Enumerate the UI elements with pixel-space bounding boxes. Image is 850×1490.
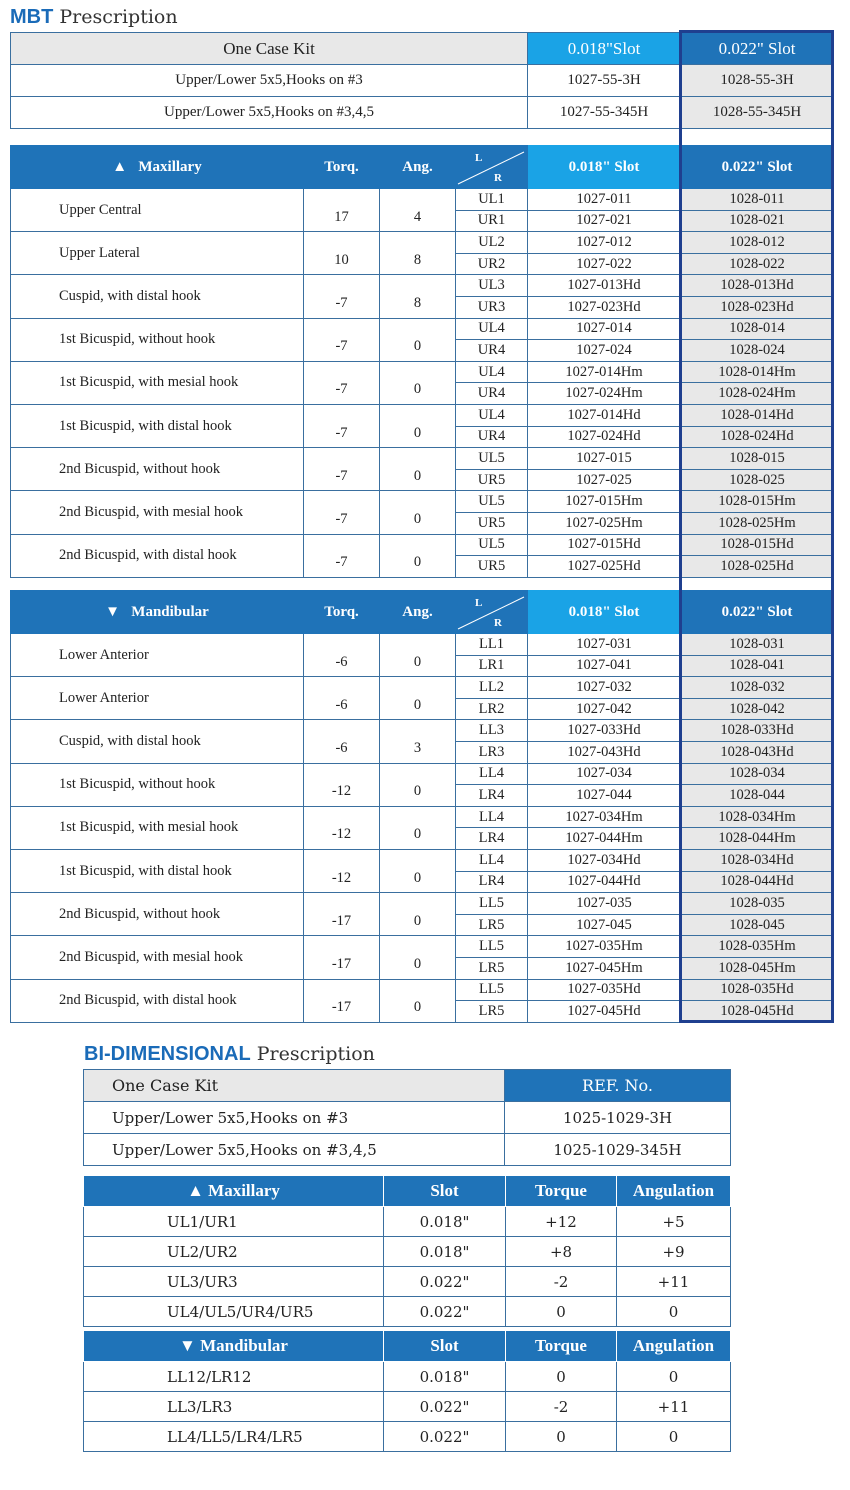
tooth-row <box>11 893 834 915</box>
mbt-title-rest: Prescription <box>53 6 178 28</box>
ref-022: 1028-024Hd <box>681 426 834 448</box>
ref-018: 1027-034 <box>528 763 681 785</box>
angulation-value: 0 <box>380 361 456 404</box>
tooth-code: UL5 <box>456 448 528 470</box>
torque-value: -17 <box>304 893 380 936</box>
torque-value: -7 <box>304 361 380 404</box>
tooth-row <box>11 404 834 426</box>
ref-022: 1028-021 <box>681 210 834 232</box>
bi-row <box>84 1237 731 1267</box>
tooth-row <box>11 763 834 785</box>
ref-018: 1027-024Hm <box>528 383 681 405</box>
bi-slot-header: Slot <box>384 1176 506 1207</box>
tooth-code: LR5 <box>456 957 528 979</box>
tooth-name: 1st Bicuspid, with distal hook <box>11 849 304 892</box>
ref-018: 1027-025 <box>528 469 681 491</box>
ref-022: 1028-015Hd <box>681 534 834 556</box>
bi-maxillary-header-label: ▲ Maxillary <box>84 1176 384 1207</box>
bi-torque-value: 0 <box>506 1422 617 1452</box>
ref-022: 1028-011 <box>681 189 834 211</box>
bi-maxillary-header-row <box>84 1176 731 1207</box>
mbt-kit-row-name: Upper/Lower 5x5,Hooks on #3 <box>11 65 528 97</box>
ref-018: 1027-044 <box>528 785 681 807</box>
bi-slot-value: 0.018" <box>384 1237 506 1267</box>
bi-title <box>84 1041 375 1066</box>
angulation-value: 0 <box>380 936 456 979</box>
bi-angulation-value: +11 <box>617 1392 731 1422</box>
ang-header: Ang. <box>380 591 456 634</box>
torque-value: -6 <box>304 634 380 677</box>
tooth-code: LL5 <box>456 893 528 915</box>
mbt-kit-row-018: 1027-55-3H <box>528 65 681 97</box>
bi-row <box>84 1422 731 1452</box>
slot-018-header: 0.018" Slot <box>528 591 681 634</box>
tooth-row <box>11 534 834 556</box>
lr-header-l: L <box>475 597 483 609</box>
tooth-name: 2nd Bicuspid, without hook <box>11 893 304 936</box>
ref-022: 1028-045Hm <box>681 957 834 979</box>
tooth-code: UR4 <box>456 383 528 405</box>
mbt-kit-row <box>11 97 834 129</box>
bi-angulation-value: +11 <box>617 1267 731 1297</box>
ref-018: 1027-013Hd <box>528 275 681 297</box>
ref-022: 1028-025 <box>681 469 834 491</box>
bi-row <box>84 1297 731 1327</box>
angulation-value: 0 <box>380 318 456 361</box>
bi-kit-table <box>83 1069 731 1166</box>
ref-018: 1027-045 <box>528 914 681 936</box>
tooth-name: 2nd Bicuspid, with mesial hook <box>11 936 304 979</box>
tooth-code: UL3 <box>456 275 528 297</box>
ref-018: 1027-014 <box>528 318 681 340</box>
torque-value: -7 <box>304 534 380 577</box>
bi-torque-value: +12 <box>506 1207 617 1237</box>
bi-angulation-value: 0 <box>617 1297 731 1327</box>
ref-018: 1027-015 <box>528 448 681 470</box>
ref-022: 1028-025Hd <box>681 556 834 578</box>
tooth-code: LR4 <box>456 871 528 893</box>
tooth-code: LR1 <box>456 655 528 677</box>
ref-018: 1027-041 <box>528 655 681 677</box>
angulation-value: 0 <box>380 677 456 720</box>
bi-kit-row-name: Upper/Lower 5x5,Hooks on #3,4,5 <box>84 1134 505 1166</box>
angulation-value: 3 <box>380 720 456 763</box>
tooth-code: UL5 <box>456 534 528 556</box>
tooth-code: UR4 <box>456 340 528 362</box>
mbt-title-brand: MBT <box>10 6 54 28</box>
tooth-name: Upper Central <box>11 189 304 232</box>
mbt-mandibular-table <box>10 590 834 1023</box>
mandibular-header-label: Mandibular <box>131 603 209 620</box>
ref-018: 1027-033Hd <box>528 720 681 742</box>
ref-018: 1027-044Hm <box>528 828 681 850</box>
torque-value: -6 <box>304 677 380 720</box>
ref-018: 1027-032 <box>528 677 681 699</box>
bi-slot-value: 0.022" <box>384 1422 506 1452</box>
bi-tooth-group: UL1/UR1 <box>84 1207 384 1237</box>
lr-header-l: L <box>475 152 483 164</box>
tooth-name: Lower Anterior <box>11 677 304 720</box>
tooth-name: 2nd Bicuspid, with distal hook <box>11 534 304 577</box>
ref-018: 1027-014Hm <box>528 361 681 383</box>
diagonal-divider-icon <box>456 146 528 189</box>
slot-022-header: 0.022" Slot <box>681 146 834 189</box>
tooth-code: UR2 <box>456 253 528 275</box>
mbt-kit-table <box>10 32 834 129</box>
tooth-code: UL4 <box>456 318 528 340</box>
bi-angulation-header: Angulation <box>617 1331 731 1362</box>
tooth-code: UR5 <box>456 469 528 491</box>
torque-value: 10 <box>304 232 380 275</box>
mbt-maxillary-table <box>10 145 834 578</box>
bi-angulation-value: 0 <box>617 1362 731 1392</box>
bi-tooth-group: LL12/LR12 <box>84 1362 384 1392</box>
bi-row <box>84 1267 731 1297</box>
mbt-kit-header-018: 0.018"Slot <box>528 33 681 65</box>
angulation-value: 0 <box>380 404 456 447</box>
bi-kit-header-kit: One Case Kit <box>84 1070 505 1102</box>
tooth-row <box>11 936 834 958</box>
ref-022: 1028-045Hd <box>681 1001 834 1023</box>
bi-torque-value: -2 <box>506 1267 617 1297</box>
bi-kit-row <box>84 1134 731 1166</box>
tooth-code: LL3 <box>456 720 528 742</box>
tooth-row <box>11 448 834 470</box>
ref-018: 1027-045Hd <box>528 1001 681 1023</box>
mbt-mandibular-header-row <box>11 591 834 634</box>
angulation-value: 8 <box>380 232 456 275</box>
tooth-code: UR5 <box>456 556 528 578</box>
tooth-row <box>11 720 834 742</box>
ref-018: 1027-025Hm <box>528 512 681 534</box>
bi-angulation-header: Angulation <box>617 1176 731 1207</box>
mbt-maxillary-header-row <box>11 146 834 189</box>
bi-tooth-group: UL3/UR3 <box>84 1267 384 1297</box>
torque-value: -12 <box>304 763 380 806</box>
torque-value: -12 <box>304 806 380 849</box>
ref-022: 1028-023Hd <box>681 296 834 318</box>
bi-mandibular-header-label: ▼ Mandibular <box>84 1331 384 1362</box>
bi-row <box>84 1207 731 1237</box>
ref-018: 1027-042 <box>528 698 681 720</box>
ref-018: 1027-035Hm <box>528 936 681 958</box>
triangle-up-icon: ▲ <box>112 158 128 175</box>
torque-value: -12 <box>304 849 380 892</box>
tooth-row <box>11 275 834 297</box>
tooth-name: Cuspid, with distal hook <box>11 275 304 318</box>
ref-018: 1027-035Hd <box>528 979 681 1001</box>
tooth-code: UR5 <box>456 512 528 534</box>
torque-value: -17 <box>304 936 380 979</box>
ref-022: 1028-014 <box>681 318 834 340</box>
ref-022: 1028-024Hm <box>681 383 834 405</box>
tooth-row <box>11 318 834 340</box>
tooth-name: 1st Bicuspid, with mesial hook <box>11 361 304 404</box>
torq-header: Torq. <box>304 591 380 634</box>
tooth-code: LL4 <box>456 806 528 828</box>
ref-018: 1027-024Hd <box>528 426 681 448</box>
tooth-name: 2nd Bicuspid, with distal hook <box>11 979 304 1022</box>
mbt-kit-row <box>11 65 834 97</box>
bi-kit-row-name: Upper/Lower 5x5,Hooks on #3 <box>84 1102 505 1134</box>
tooth-code: LR5 <box>456 914 528 936</box>
tooth-code: UL5 <box>456 491 528 513</box>
tooth-code: UL4 <box>456 404 528 426</box>
slot-018-header: 0.018" Slot <box>528 146 681 189</box>
angulation-value: 0 <box>380 448 456 491</box>
angulation-value: 0 <box>380 763 456 806</box>
ref-022: 1028-043Hd <box>681 741 834 763</box>
ref-018: 1027-015Hd <box>528 534 681 556</box>
ref-022: 1028-044 <box>681 785 834 807</box>
slot-022-header: 0.022" Slot <box>681 591 834 634</box>
ref-022: 1028-034Hd <box>681 849 834 871</box>
tooth-code: UL2 <box>456 232 528 254</box>
angulation-value: 0 <box>380 849 456 892</box>
mbt-kit-header-022: 0.022" Slot <box>681 33 834 65</box>
tooth-row <box>11 491 834 513</box>
tooth-code: LL1 <box>456 634 528 656</box>
angulation-value: 0 <box>380 893 456 936</box>
mandibular-header-cell <box>11 591 304 634</box>
tooth-code: UR3 <box>456 296 528 318</box>
tooth-name: 2nd Bicuspid, with mesial hook <box>11 491 304 534</box>
torq-header: Torq. <box>304 146 380 189</box>
ref-022: 1028-025Hm <box>681 512 834 534</box>
tooth-name: 2nd Bicuspid, without hook <box>11 448 304 491</box>
mbt-kit-header-row <box>11 33 834 65</box>
tooth-row <box>11 979 834 1001</box>
ref-022: 1028-024 <box>681 340 834 362</box>
ref-018: 1027-023Hd <box>528 296 681 318</box>
diagonal-divider-icon <box>456 591 528 634</box>
mbt-kit-row-name: Upper/Lower 5x5,Hooks on #3,4,5 <box>11 97 528 129</box>
maxillary-header-cell <box>11 146 304 189</box>
bi-slot-value: 0.018" <box>384 1207 506 1237</box>
mbt-kit-row-022: 1028-55-3H <box>681 65 834 97</box>
tooth-row <box>11 361 834 383</box>
tooth-row <box>11 849 834 871</box>
tooth-name: Cuspid, with distal hook <box>11 720 304 763</box>
tooth-name: 1st Bicuspid, with distal hook <box>11 404 304 447</box>
bi-title-brand: BI-DIMENSIONAL <box>84 1043 251 1065</box>
bi-torque-value: +8 <box>506 1237 617 1267</box>
tooth-code: LR3 <box>456 741 528 763</box>
bi-mandibular-header-row <box>84 1331 731 1362</box>
bi-tooth-group: UL2/UR2 <box>84 1237 384 1267</box>
tooth-code: LL4 <box>456 849 528 871</box>
tooth-code: LR4 <box>456 785 528 807</box>
tooth-code: LR5 <box>456 1001 528 1023</box>
lr-header-r: R <box>494 617 502 629</box>
torque-value: -7 <box>304 491 380 534</box>
bi-maxillary-table <box>83 1175 731 1327</box>
tooth-code: LL5 <box>456 936 528 958</box>
lr-header-r: R <box>494 172 502 184</box>
bi-angulation-value: +5 <box>617 1207 731 1237</box>
ref-022: 1028-035Hm <box>681 936 834 958</box>
tooth-code: UL4 <box>456 361 528 383</box>
tooth-code: UL1 <box>456 189 528 211</box>
maxillary-header-label: Maxillary <box>138 158 202 175</box>
ref-022: 1028-044Hd <box>681 871 834 893</box>
torque-value: 17 <box>304 189 380 232</box>
mbt-kit-row-018: 1027-55-345H <box>528 97 681 129</box>
torque-value: -7 <box>304 275 380 318</box>
ref-022: 1028-012 <box>681 232 834 254</box>
ref-022: 1028-034Hm <box>681 806 834 828</box>
tooth-row <box>11 189 834 211</box>
ref-022: 1028-022 <box>681 253 834 275</box>
bi-torque-header: Torque <box>506 1176 617 1207</box>
ref-022: 1028-044Hm <box>681 828 834 850</box>
ref-022: 1028-035 <box>681 893 834 915</box>
bi-row <box>84 1392 731 1422</box>
bi-slot-header: Slot <box>384 1331 506 1362</box>
mbt-title <box>10 4 178 29</box>
tooth-code: LR4 <box>456 828 528 850</box>
mbt-kit-row-022: 1028-55-345H <box>681 97 834 129</box>
bi-title-rest: Prescription <box>250 1043 375 1065</box>
bi-torque-header: Torque <box>506 1331 617 1362</box>
bi-slot-value: 0.022" <box>384 1392 506 1422</box>
bi-angulation-value: +9 <box>617 1237 731 1267</box>
ref-018: 1027-024 <box>528 340 681 362</box>
tooth-row <box>11 232 834 254</box>
tooth-code: LL4 <box>456 763 528 785</box>
ref-022: 1028-015Hm <box>681 491 834 513</box>
angulation-value: 4 <box>380 189 456 232</box>
bi-kit-header-ref: REF. No. <box>505 1070 731 1102</box>
tooth-code: LR2 <box>456 698 528 720</box>
bi-kit-row <box>84 1102 731 1134</box>
bi-slot-value: 0.018" <box>384 1362 506 1392</box>
ref-018: 1027-012 <box>528 232 681 254</box>
triangle-down-icon: ▼ <box>105 603 121 620</box>
bi-torque-value: -2 <box>506 1392 617 1422</box>
torque-value: -7 <box>304 404 380 447</box>
ref-022: 1028-042 <box>681 698 834 720</box>
bi-mandibular-table <box>83 1330 731 1452</box>
tooth-code: LL5 <box>456 979 528 1001</box>
ref-022: 1028-034 <box>681 763 834 785</box>
tooth-name: Upper Lateral <box>11 232 304 275</box>
ang-header: Ang. <box>380 146 456 189</box>
tooth-row <box>11 634 834 656</box>
lr-header <box>456 591 528 634</box>
ref-022: 1028-014Hm <box>681 361 834 383</box>
bi-slot-value: 0.022" <box>384 1267 506 1297</box>
bi-kit-row-ref: 1025-1029-345H <box>505 1134 731 1166</box>
ref-018: 1027-043Hd <box>528 741 681 763</box>
ref-018: 1027-045Hm <box>528 957 681 979</box>
angulation-value: 0 <box>380 491 456 534</box>
ref-018: 1027-034Hm <box>528 806 681 828</box>
ref-022: 1028-013Hd <box>681 275 834 297</box>
tooth-name: 1st Bicuspid, with mesial hook <box>11 806 304 849</box>
tooth-name: Lower Anterior <box>11 634 304 677</box>
tooth-name: 1st Bicuspid, without hook <box>11 763 304 806</box>
ref-022: 1028-032 <box>681 677 834 699</box>
tooth-row <box>11 806 834 828</box>
bi-kit-header-row <box>84 1070 731 1102</box>
bi-angulation-value: 0 <box>617 1422 731 1452</box>
angulation-value: 0 <box>380 979 456 1022</box>
torque-value: -17 <box>304 979 380 1022</box>
bi-row <box>84 1362 731 1392</box>
tooth-name: 1st Bicuspid, without hook <box>11 318 304 361</box>
angulation-value: 0 <box>380 634 456 677</box>
ref-018: 1027-021 <box>528 210 681 232</box>
torque-value: -7 <box>304 448 380 491</box>
ref-022: 1028-033Hd <box>681 720 834 742</box>
ref-022: 1028-035Hd <box>681 979 834 1001</box>
tooth-code: UR1 <box>456 210 528 232</box>
bi-tooth-group: LL4/LL5/LR4/LR5 <box>84 1422 384 1452</box>
ref-022: 1028-015 <box>681 448 834 470</box>
ref-018: 1027-022 <box>528 253 681 275</box>
lr-header <box>456 146 528 189</box>
bi-torque-value: 0 <box>506 1297 617 1327</box>
ref-018: 1027-031 <box>528 634 681 656</box>
torque-value: -6 <box>304 720 380 763</box>
bi-kit-row-ref: 1025-1029-3H <box>505 1102 731 1134</box>
ref-022: 1028-031 <box>681 634 834 656</box>
tooth-code: UR4 <box>456 426 528 448</box>
angulation-value: 8 <box>380 275 456 318</box>
bi-tooth-group: UL4/UL5/UR4/UR5 <box>84 1297 384 1327</box>
ref-018: 1027-014Hd <box>528 404 681 426</box>
ref-018: 1027-025Hd <box>528 556 681 578</box>
ref-022: 1028-045 <box>681 914 834 936</box>
bi-torque-value: 0 <box>506 1362 617 1392</box>
ref-018: 1027-011 <box>528 189 681 211</box>
mbt-kit-header-kit: One Case Kit <box>11 33 528 65</box>
ref-018: 1027-044Hd <box>528 871 681 893</box>
tooth-row <box>11 677 834 699</box>
angulation-value: 0 <box>380 806 456 849</box>
ref-018: 1027-035 <box>528 893 681 915</box>
bi-slot-value: 0.022" <box>384 1297 506 1327</box>
tooth-code: LL2 <box>456 677 528 699</box>
angulation-value: 0 <box>380 534 456 577</box>
ref-022: 1028-014Hd <box>681 404 834 426</box>
ref-022: 1028-041 <box>681 655 834 677</box>
ref-018: 1027-034Hd <box>528 849 681 871</box>
bi-tooth-group: LL3/LR3 <box>84 1392 384 1422</box>
torque-value: -7 <box>304 318 380 361</box>
ref-018: 1027-015Hm <box>528 491 681 513</box>
